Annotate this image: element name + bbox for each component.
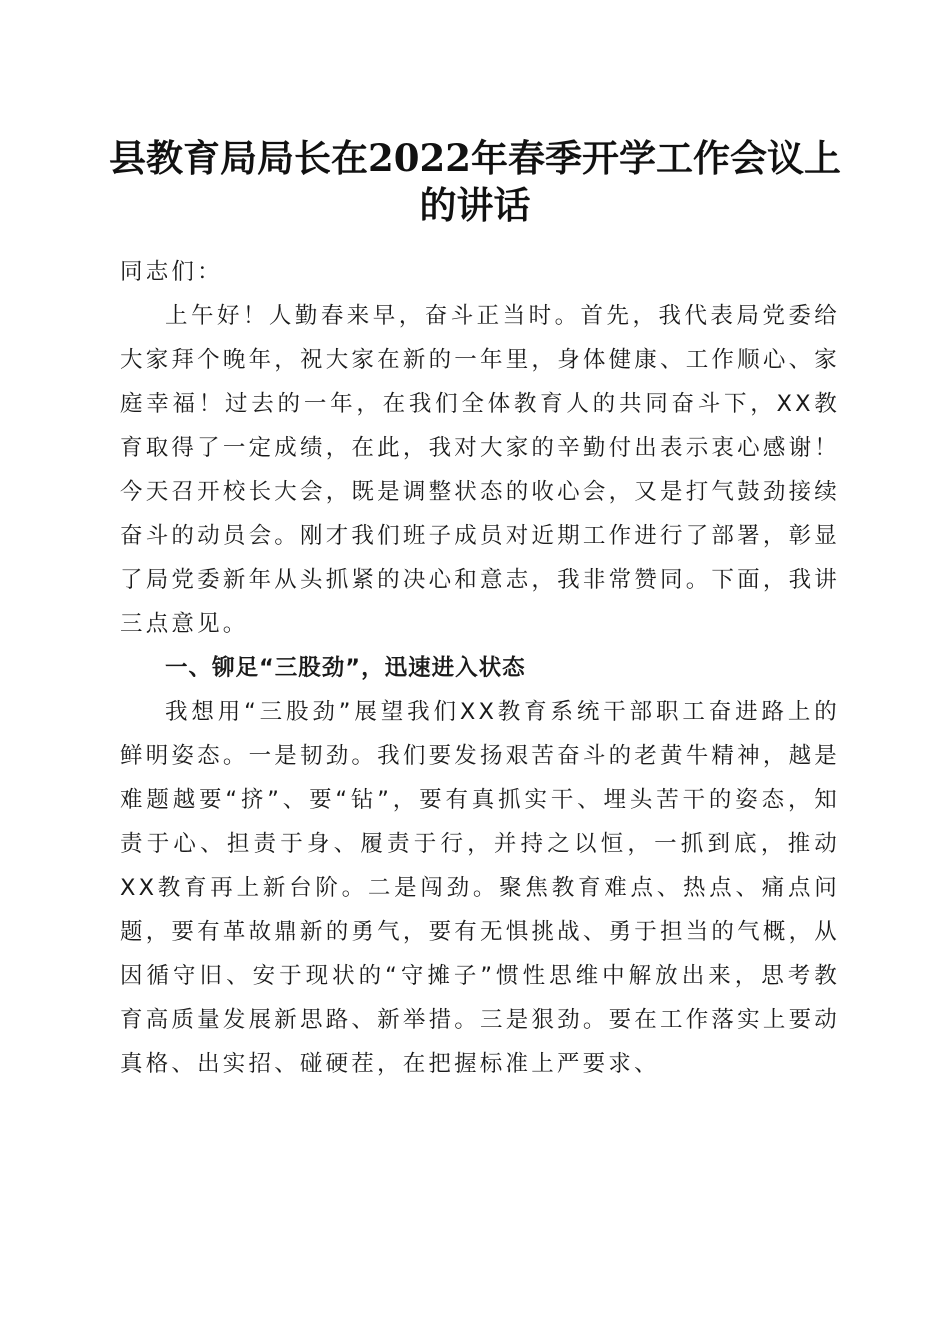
salutation: 同志们：: [120, 259, 223, 285]
paragraph-opening: 上午好！人勤春来早，奋斗正当时。首先，我代表局党委给大家拜个晚年，祝大家在新的一年里，身体健康、工作顺心、家庭幸福！过去的一年，在我们全体教育人的共同奋斗下，XX教育取得了一定成绩，在此，我对大家的辛勤付出表示衷心感谢！今天召开校长大会，既是调整状态的收心会，又是打气鼓劲接续奋斗的动员会。刚才我们班子成员对近期工作进行了部署，彰显了局党委新年从头抓紧的决心和意志，我非常赞同。下面，我讲三点意见。: [120, 303, 840, 637]
document-title: [100, 135, 850, 229]
section-heading-1: 一、铆足“三股劲”，迅速进入状态: [165, 655, 526, 681]
paragraph-three-efforts: 我想用“三股劲”展望我们XX教育系统干部职工奋进路上的鲜明姿态。一是韧劲。我们要发扬艰苦奋斗的老黄牛精神，越是难题越要“挤”、要“钻”，要有真抓实干、埋头苦干的姿态，知责于心、担责于身、履责于行，并持之以恒，一抓到底，推动XX教育再上新台阶。二是闯劲。聚焦教育难点、热点、痛点问题，要有革故鼎新的勇气，要有无惧挑战、勇于担当的气概，从因循守旧、安于现状的“守摊子”惯性思维中解放出来，思考教育高质量发展新思路、新举措。三是狠劲。要在工作落实上要动真格、出实招、碰硬茬，在把握标准上严要求、: [120, 699, 840, 1077]
title-line-1: 县教育局局长在2022年春季开学工作会议上: [109, 136, 841, 180]
document-body: [120, 250, 840, 1086]
title-line-2: 的讲话: [419, 183, 531, 227]
